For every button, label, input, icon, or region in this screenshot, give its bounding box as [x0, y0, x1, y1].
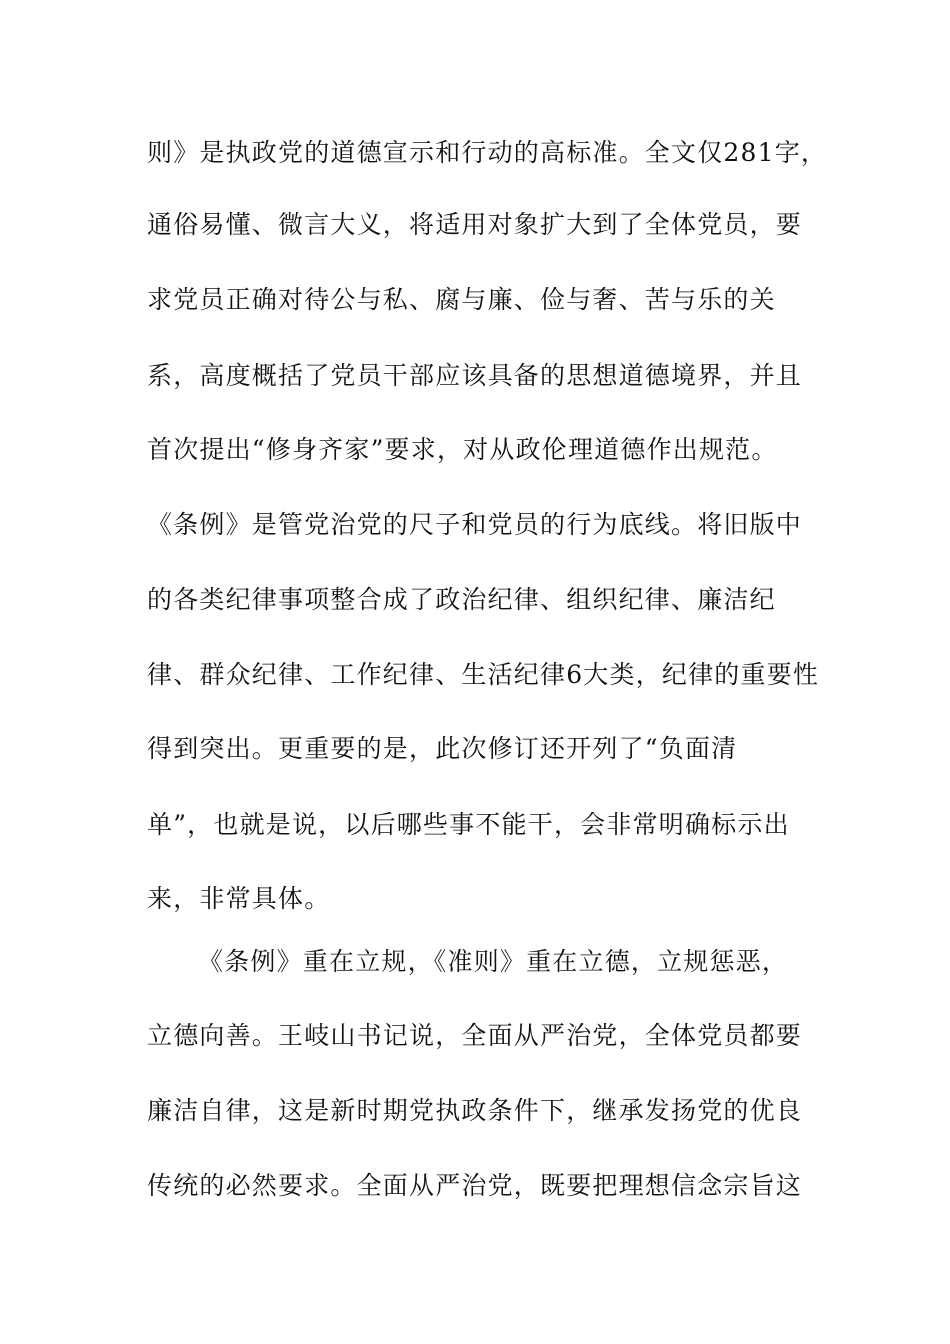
text-line-10: 单”，也就是说，以后哪些事不能干，会非常明确标示出	[147, 810, 790, 839]
text-line-2: 通俗易懂、微言大义，将适用对象扩大到了全体党员，要	[147, 210, 803, 239]
text-line-15: 传统的必然要求。全面从严治党，既要把理想信念宗旨这	[147, 1171, 803, 1200]
text-line-14: 廉洁自律，这是新时期党执政条件下，继承发扬党的优良	[147, 1096, 803, 1125]
text-line-5: 首次提出“修身齐家”要求，对从政伦理道德作出规范。	[147, 435, 778, 464]
text-line-3: 求党员正确对待公与私、腐与廉、俭与奢、苦与乐的关	[147, 285, 776, 314]
paragraph-start-line: 《条例》重在立规，《准则》重在立德，立规惩恶，	[198, 947, 789, 976]
text-line-11: 来，非常具体。	[147, 884, 331, 913]
text-line-7: 的各类纪律事项整合成了政治纪律、组织纪律、廉洁纪	[147, 585, 776, 614]
text-line-9: 得到突出。更重要的是，此次修订还开列了“负面清	[147, 734, 738, 763]
text-line-8: 律、群众纪律、工作纪律、生活纪律6大类，纪律的重要性	[147, 660, 820, 689]
text-line-6: 《条例》是管党治党的尺子和党员的行为底线。将旧版中	[147, 510, 803, 539]
text-line-1: 则》是执政党的道德宣示和行动的高标准。全文仅281字，	[147, 138, 828, 167]
text-line-4: 系，高度概括了党员干部应该具备的思想道德境界，并且	[147, 361, 803, 390]
text-line-13: 立德向善。王岐山书记说，全面从严治党，全体党员都要	[147, 1021, 803, 1050]
